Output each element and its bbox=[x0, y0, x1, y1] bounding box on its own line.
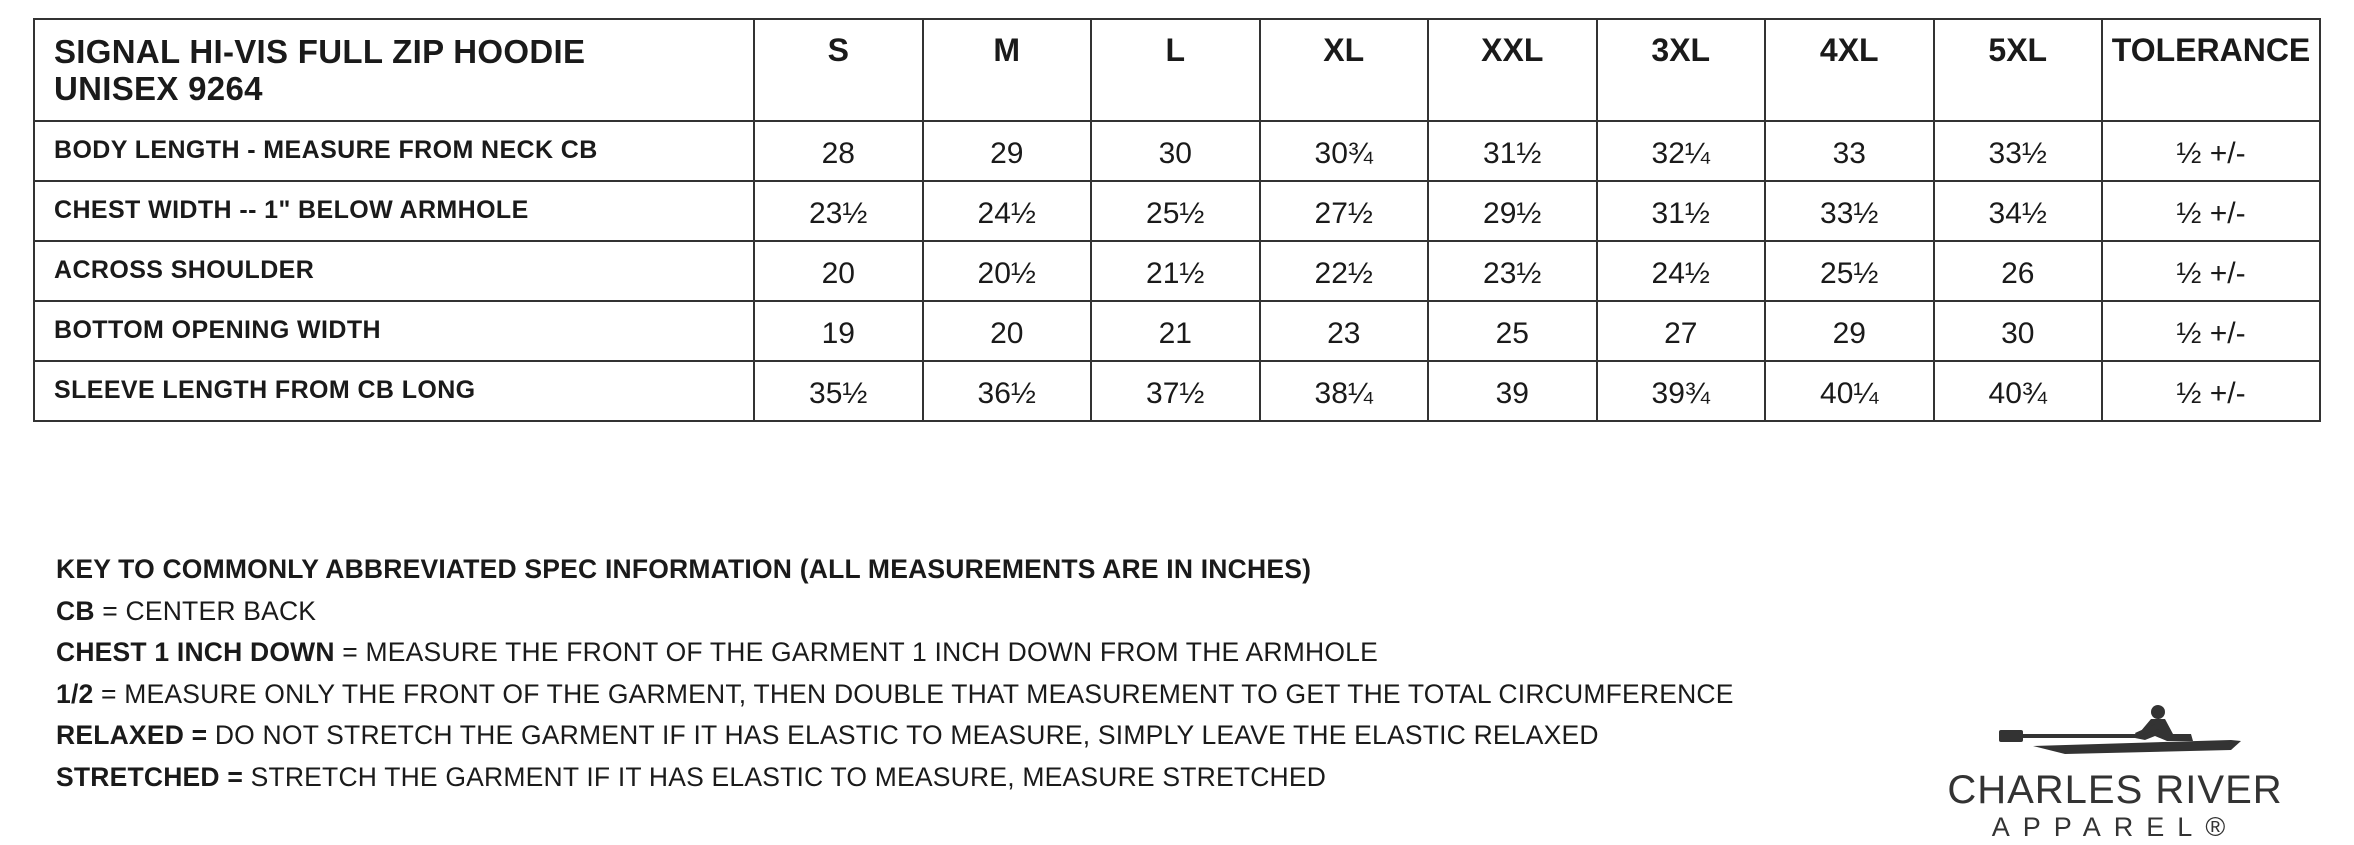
table-cell: 27½ bbox=[1260, 181, 1429, 241]
size-header-3xl: 3XL bbox=[1597, 19, 1766, 121]
tolerance-cell: ½ +/- bbox=[2102, 241, 2320, 301]
table-cell: 30¾ bbox=[1260, 121, 1429, 181]
tolerance-cell: ½ +/- bbox=[2102, 301, 2320, 361]
tolerance-cell: ½ +/- bbox=[2102, 121, 2320, 181]
measurement-label: ACROSS SHOULDER bbox=[34, 241, 754, 301]
table-header-row bbox=[34, 19, 2320, 121]
table-cell: 25½ bbox=[1091, 181, 1260, 241]
tolerance-header: TOLERANCE bbox=[2102, 19, 2320, 121]
key-definition: STRETCH THE GARMENT IF IT HAS ELASTIC TO MEASURE, MEASURE STRETCHED bbox=[250, 761, 1327, 792]
table-cell: 23 bbox=[1260, 301, 1429, 361]
size-header-xl: XL bbox=[1260, 19, 1429, 121]
size-spec-table bbox=[33, 18, 2321, 422]
table-cell: 33½ bbox=[1765, 181, 1934, 241]
table-cell: 30 bbox=[1091, 121, 1260, 181]
table-cell: 31½ bbox=[1428, 121, 1597, 181]
table-row bbox=[34, 121, 2320, 181]
table-row bbox=[34, 361, 2320, 421]
measurement-label: SLEEVE LENGTH FROM CB LONG bbox=[34, 361, 754, 421]
table-cell: 38¼ bbox=[1260, 361, 1429, 421]
table-cell: 37½ bbox=[1091, 361, 1260, 421]
size-header-xxl: XXL bbox=[1428, 19, 1597, 121]
table-cell: 21½ bbox=[1091, 241, 1260, 301]
table-cell: 35½ bbox=[754, 361, 923, 421]
table-cell: 25 bbox=[1428, 301, 1597, 361]
table-cell: 25½ bbox=[1765, 241, 1934, 301]
table-cell: 31½ bbox=[1597, 181, 1766, 241]
table-cell: 26 bbox=[1934, 241, 2103, 301]
rower-icon bbox=[1995, 700, 2245, 766]
table-row bbox=[34, 181, 2320, 241]
key-definition: = CENTER BACK bbox=[102, 595, 317, 626]
size-header-m: M bbox=[923, 19, 1092, 121]
table-cell: 29½ bbox=[1428, 181, 1597, 241]
table-cell: 23½ bbox=[754, 181, 923, 241]
size-header-5xl: 5XL bbox=[1934, 19, 2103, 121]
measurement-label: BODY LENGTH - MEASURE FROM NECK CB bbox=[34, 121, 754, 181]
table-cell: 40¾ bbox=[1934, 361, 2103, 421]
table-cell: 20½ bbox=[923, 241, 1092, 301]
measurement-label: CHEST WIDTH -- 1" BELOW ARMHOLE bbox=[34, 181, 754, 241]
table-cell: 33½ bbox=[1934, 121, 2103, 181]
spec-table-body bbox=[34, 19, 2320, 421]
key-definition: = MEASURE THE FRONT OF THE GARMENT 1 INCH DOWN FROM THE ARMHOLE bbox=[342, 637, 1378, 667]
table-cell: 28 bbox=[754, 121, 923, 181]
table-cell: 27 bbox=[1597, 301, 1766, 361]
table-cell: 30 bbox=[1934, 301, 2103, 361]
product-title-line2: UNISEX 9264 bbox=[54, 70, 263, 107]
tolerance-cell: ½ +/- bbox=[2102, 361, 2320, 421]
key-term: STRETCHED = bbox=[56, 761, 243, 792]
table-cell: 19 bbox=[754, 301, 923, 361]
table-row bbox=[34, 301, 2320, 361]
table-cell: 24½ bbox=[923, 181, 1092, 241]
key-item bbox=[56, 674, 1734, 716]
table-cell: 24½ bbox=[1597, 241, 1766, 301]
key-definition: = MEASURE ONLY THE FRONT OF THE GARMENT, THEN DOUBLE THAT MEASUREMENT TO GET THE TOTAL CIRCUMFERENCE bbox=[101, 678, 1734, 709]
key-term: RELAXED = bbox=[56, 720, 208, 750]
key-item bbox=[56, 591, 1734, 633]
tolerance-cell: ½ +/- bbox=[2102, 181, 2320, 241]
product-title bbox=[34, 19, 754, 121]
table-cell: 36½ bbox=[923, 361, 1092, 421]
logo-wordmark: CHARLES RIVER bbox=[1947, 768, 2283, 812]
key-heading: KEY TO COMMONLY ABBREVIATED SPEC INFORMATION (ALL MEASUREMENTS ARE IN INCHES) bbox=[56, 554, 1312, 584]
table-cell: 32¼ bbox=[1597, 121, 1766, 181]
table-cell: 23½ bbox=[1428, 241, 1597, 301]
key-item bbox=[56, 632, 1734, 674]
key-term: CB bbox=[56, 595, 95, 626]
measurement-label: BOTTOM OPENING WIDTH bbox=[34, 301, 754, 361]
key-item bbox=[56, 715, 1734, 757]
key-term: 1/2 bbox=[56, 678, 94, 709]
size-header-4xl: 4XL bbox=[1765, 19, 1934, 121]
size-header-l: L bbox=[1091, 19, 1260, 121]
table-cell: 21 bbox=[1091, 301, 1260, 361]
size-header-s: S bbox=[754, 19, 923, 121]
table-row bbox=[34, 241, 2320, 301]
table-cell: 22½ bbox=[1260, 241, 1429, 301]
table-cell: 29 bbox=[1765, 301, 1934, 361]
table-cell: 29 bbox=[923, 121, 1092, 181]
key-definition: DO NOT STRETCH THE GARMENT IF IT HAS ELASTIC TO MEASURE, SIMPLY LEAVE THE ELASTIC RELAXED bbox=[214, 720, 1599, 750]
table-cell: 33 bbox=[1765, 121, 1934, 181]
logo-subtitle: APPAREL® bbox=[1991, 812, 2239, 842]
charles-river-logo bbox=[1930, 700, 2320, 845]
table-cell: 39 bbox=[1428, 361, 1597, 421]
table-cell: 20 bbox=[923, 301, 1092, 361]
table-cell: 20 bbox=[754, 241, 923, 301]
table-cell: 39¾ bbox=[1597, 361, 1766, 421]
table-cell: 34½ bbox=[1934, 181, 2103, 241]
key-term: CHEST 1 INCH DOWN bbox=[56, 637, 335, 667]
key-item bbox=[56, 757, 1734, 799]
table-cell: 40¼ bbox=[1765, 361, 1934, 421]
product-title-line1: SIGNAL HI-VIS FULL ZIP HOODIE bbox=[54, 33, 586, 70]
spec-key bbox=[56, 549, 1734, 798]
